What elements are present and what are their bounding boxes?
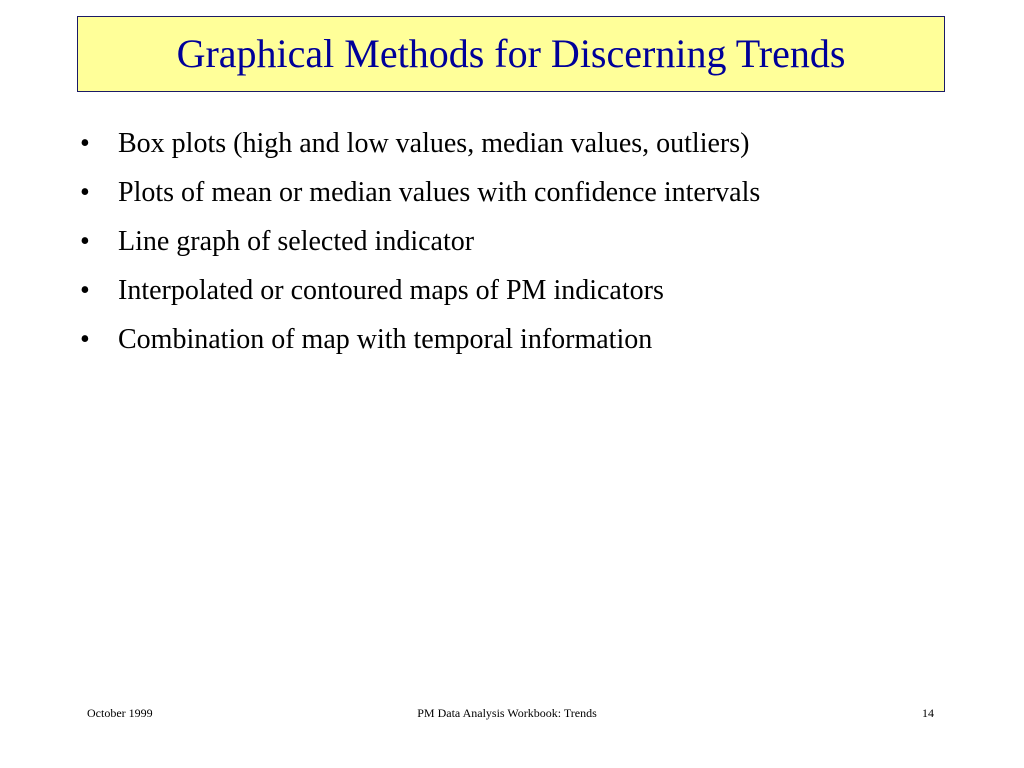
bullet-icon: • <box>80 177 90 208</box>
footer-title: PM Data Analysis Workbook: Trends <box>417 706 597 720</box>
bullet-item <box>76 128 760 177</box>
slide-title: Graphical Methods for Discerning Trends <box>176 31 846 76</box>
bullet-item <box>76 275 760 324</box>
bullet-text: Line graph of selected indicator <box>118 226 475 257</box>
bullet-text: Plots of mean or median values with confidence intervals <box>118 177 761 208</box>
bullet-text: Interpolated or contoured maps of PM indicators <box>118 275 664 306</box>
bullet-icon: • <box>80 275 90 306</box>
bullet-item <box>76 324 760 373</box>
footer-page-number: 14 <box>922 706 934 720</box>
bullet-icon: • <box>80 226 90 257</box>
bullet-item <box>76 177 760 226</box>
bullet-text: Combination of map with temporal information <box>118 324 653 355</box>
title-box <box>77 16 945 92</box>
bullet-item <box>76 226 760 275</box>
bullet-icon: • <box>80 324 90 355</box>
bullet-text: Box plots (high and low values, median values, outliers) <box>118 128 750 159</box>
footer-date: October 1999 <box>87 706 153 720</box>
bullet-icon: • <box>80 128 90 159</box>
bullet-list <box>76 128 760 373</box>
